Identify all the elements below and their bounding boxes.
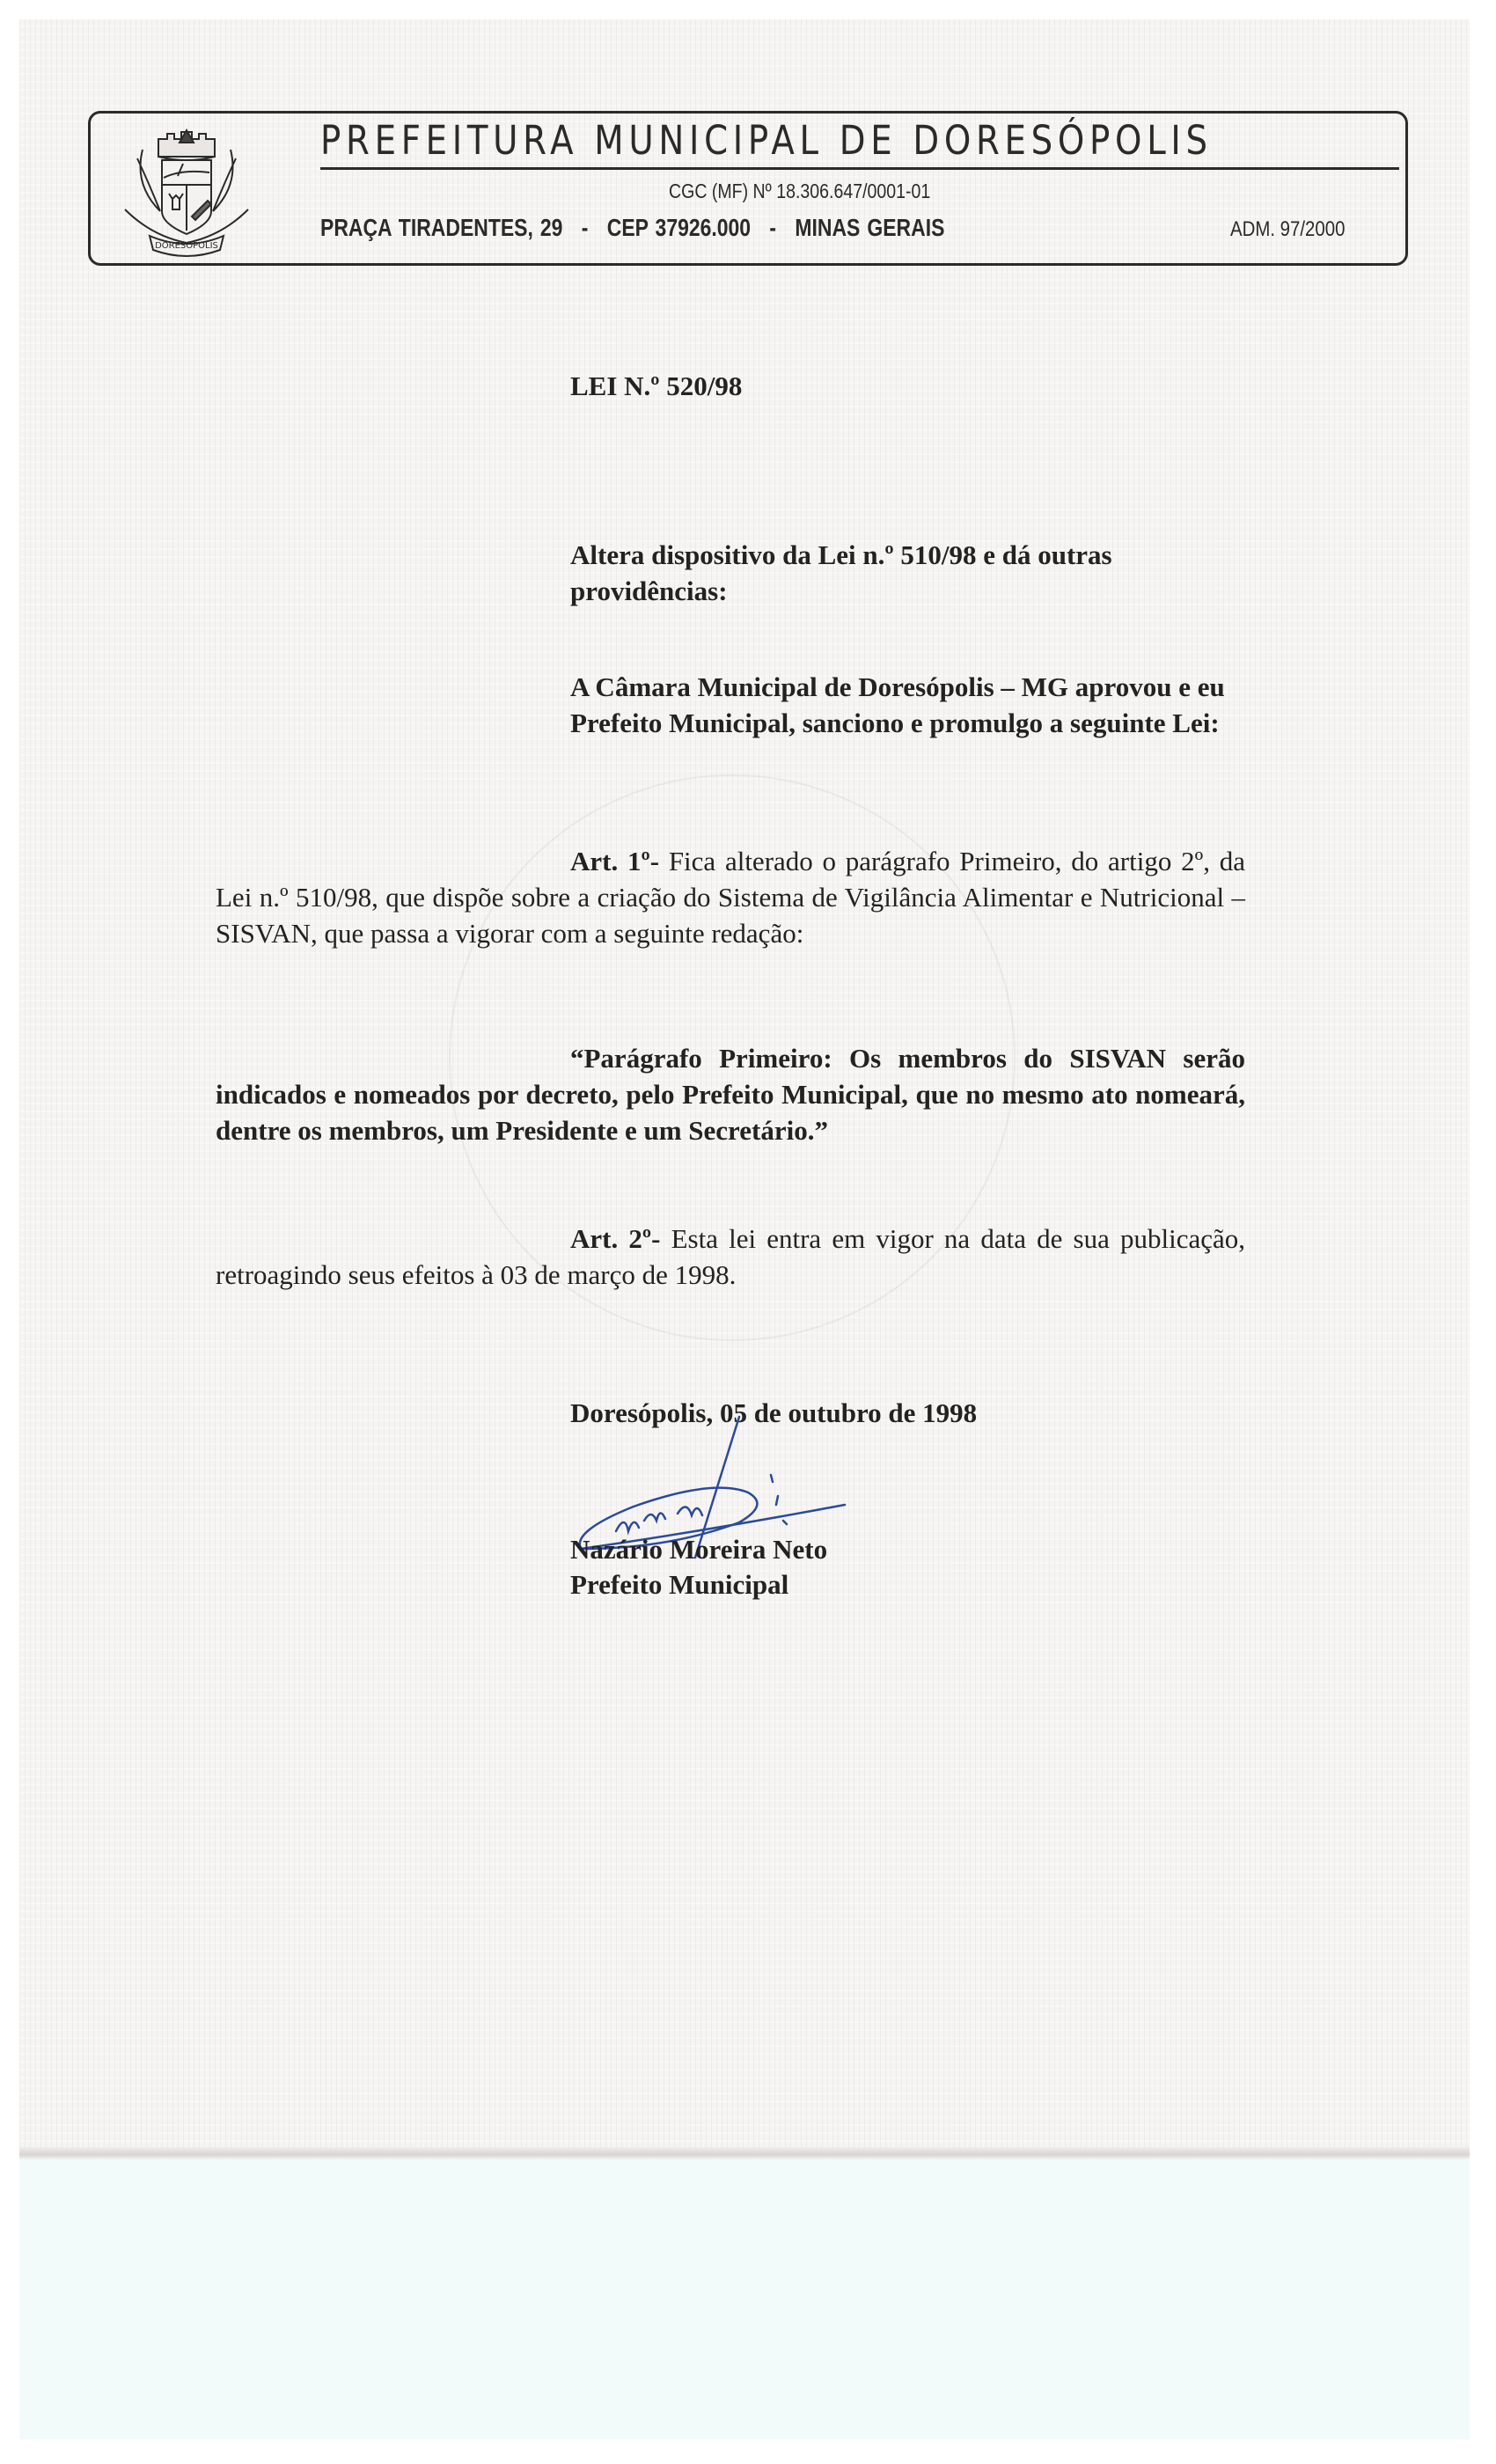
letterhead-address <box>320 214 944 242</box>
quoted-paragraph <box>216 1040 1245 1148</box>
title-underline <box>320 167 1399 170</box>
place-and-date: Doresópolis, 05 de outubro de 1998 <box>570 1397 978 1428</box>
address-state: MINAS GERAIS <box>795 214 945 241</box>
article-1-label: Art. 1º- <box>570 846 660 876</box>
signer-name: Nazário Moreira Neto <box>570 1534 828 1565</box>
article-1-text: Fica alterado o parágrafo Primeiro, do artigo 2º, da Lei n.º 510/98, que dispõe sobre a criação do Sistema de Vigilância Alimentar e Nutricional – SISVAN, que passa a vigorar com a seguinte redação: <box>216 846 1245 949</box>
quoted-paragraph-text: “Parágrafo Primeiro: Os membros do SISVAN serão indicados e nomeados por decreto, pelo Prefeito Municipal, que no mesmo ato nomeará, dentre os membros, um Presidente e um Secretário.” <box>216 1043 1245 1146</box>
article-1 <box>216 843 1245 951</box>
letterhead-title: PREFEITURA MUNICIPAL DE DORESÓPOLIS <box>320 117 1213 164</box>
svg-text:DORESOPOLIS: DORESOPOLIS <box>155 241 218 251</box>
paper-bottom-edge <box>19 2147 1470 2160</box>
letterhead-administration: ADM. 97/2000 <box>1230 217 1346 241</box>
address-separator: - <box>581 214 589 241</box>
article-2 <box>216 1221 1245 1293</box>
law-preamble: A Câmara Municipal de Doresópolis – MG aprovou e eu Prefeito Municipal, sanciono e promulgo a seguinte Lei: <box>570 671 1225 738</box>
blank-scan-area <box>19 2160 1470 2439</box>
address-cep: CEP 37926.000 <box>606 214 752 241</box>
article-2-text: Esta lei entra em vigor na data de sua publicação, retroagindo seus efeitos à 03 de março de 1998. <box>216 1223 1246 1290</box>
signer-role: Prefeito Municipal <box>570 1569 789 1600</box>
municipal-coat-of-arms-icon <box>107 114 266 260</box>
address-street: PRAÇA TIRADENTES, 29 <box>320 214 563 241</box>
letterhead-cgc: CGC (MF) Nº 18.306.647/0001-01 <box>669 180 931 202</box>
article-2-label: Art. 2º- <box>570 1223 661 1254</box>
law-summary: Altera dispositivo da Lei n.º 510/98 e dá outras providências: <box>570 539 1112 606</box>
address-separator: - <box>769 214 777 241</box>
law-number: LEI N.º 520/98 <box>570 370 743 401</box>
